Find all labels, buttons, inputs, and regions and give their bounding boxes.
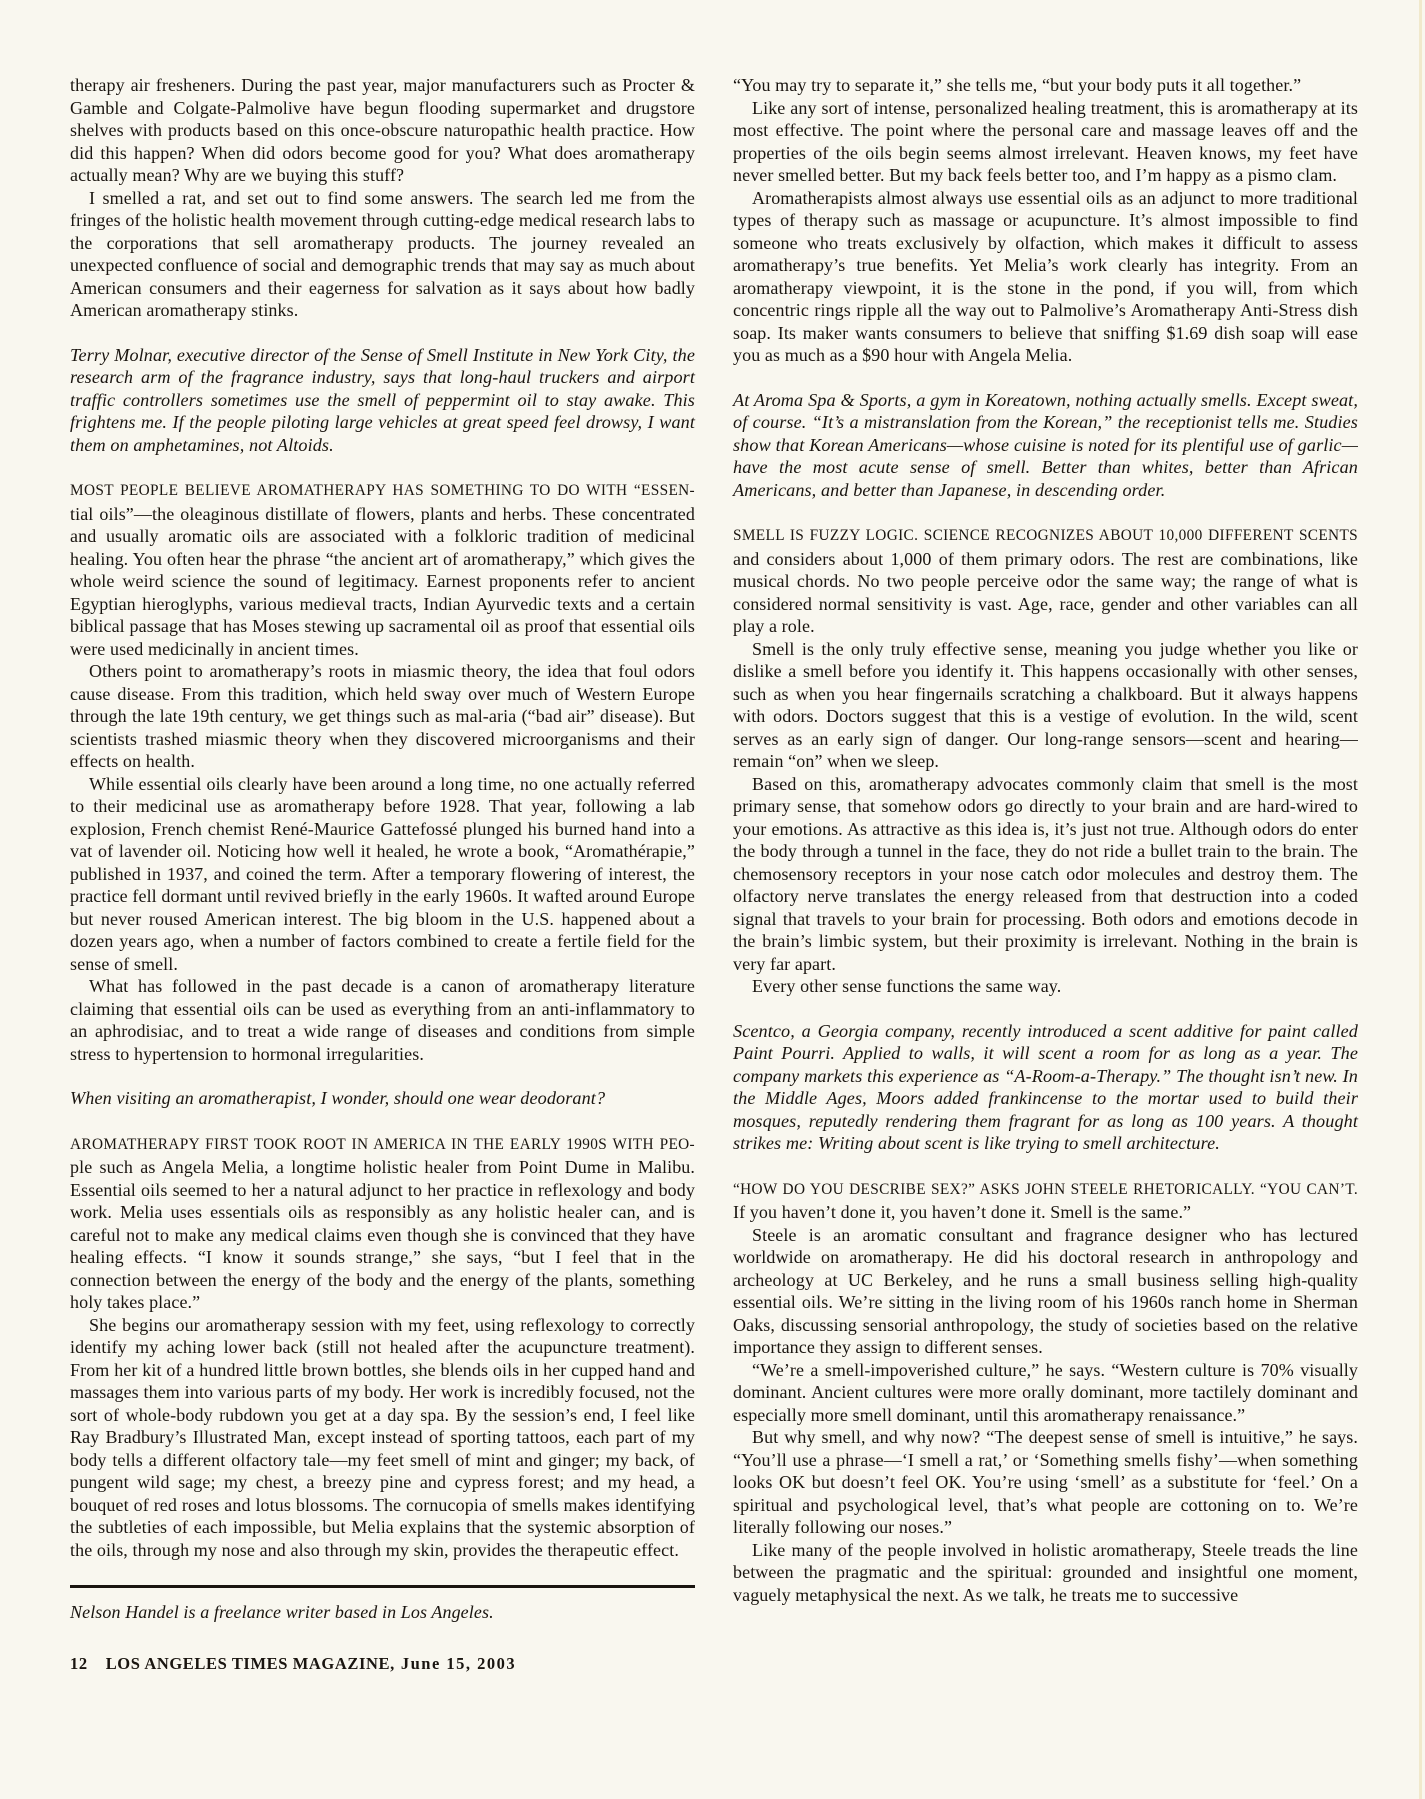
body-paragraph: Others point to aromatherapy’s roots in miasmic theory, the idea that foul odors cause disease. From this tradition, which held sway over much of Western Europe through the late 19th century, we get things such as mal-aria (“bad air” disease). But scientists trashed miasmic theory when they discovered microorganisms and their effects on health.	[70, 661, 695, 771]
body-paragraph: While essential oils clearly have been around a long time, no one actually referred to their medicinal use as aromatherapy before 1928. That year, following a lab explosion, French chemist René-Maurice Gattefossé plunged his burned hand into a vat of lavender oil. Noticing how well it healed, he wrote a book, “Aromathérapie,” published in 1937, and coined the term. After a temporary flowering of interest, the practice fell dormant until revived briefly in the early 1960s. It wafted around Europe but never roused American interest. The big bloom in the U.S. happened about a dozen years ago, when a number of factors combined to create a fertile field for the sense of smell.	[70, 773, 695, 974]
section-opener-text: If you haven’t done it, you haven’t done it. Smell is the same.”	[733, 1202, 1192, 1222]
byline-divider	[70, 1585, 695, 1588]
section-opener-text: ple such as Angela Melia, a longtime holistic healer from Point Dume in Malibu. Essential oils seemed to her a natural adjunct to her practice in reflexology and body work. Melia uses essentials oils as responsibly as any holistic healer can, and is careful not to make any medical claims even though she is convinced that they have healing effects. “I know it sounds strange,” she says, “but I feel that in the connection between the energy of the body and the energy of the plants, something holy takes place.”	[70, 1157, 695, 1312]
article-columns	[70, 74, 1359, 1674]
body-paragraph: I smelled a rat, and set out to find some answers. The search led me from the fringes of the holistic health movement through cutting-edge medical research labs to the corporations that sell aromatherapy products. The journey revealed an unexpected confluence of social and demographic trends that may say as much about American consumers and their eagerness for salvation as it says about how badly American aromatherapy stinks.	[70, 187, 695, 320]
section-lead-caps: AROMATHERAPY FIRST TOOK ROOT IN AMERICA IN THE EARLY 1990S WITH PEO-	[70, 1135, 695, 1153]
section-lead-caps: “HOW DO YOU DESCRIBE SEX?” ASKS JOHN STEELE RHETORICALLY. “YOU CAN’T.	[733, 1180, 1358, 1198]
body-paragraph: Smell is the only truly effective sense, meaning you judge whether you like or dislike a smell before you identify it. This happens occasionally with other senses, such as when you hear fingernails scratching a chalkboard. But it always happens with odors. Doctors suggest that this is a vestige of evolution. In the wild, scent serves as an early sign of danger. Our long-range sensors—scent and hearing—remain “on” when we sleep.	[733, 638, 1358, 771]
commentary-italic: At Aroma Spa & Sports, a gym in Koreatown, nothing actually smells. Except sweat, of course. “It’s a mistranslation from the Korean,” the receptionist tells me. Studies show that Korean Americans—whose cuisine is noted for its plentiful use of garlic—have the most acute sense of smell. Better than whites, better than African Americans, and better than Japanese, in descending order.	[733, 389, 1358, 500]
page-number: 12	[70, 1653, 88, 1673]
section-opener-text: and considers about 1,000 of them primary odors. The rest are combinations, like musical chords. No two people perceive odor the same way; the range of what is considered normal sensitivity is vast. Age, race, gender and other variables can all play a role.	[733, 548, 1358, 636]
body-paragraph: Like many of the people involved in holistic aromatherapy, Steele treads the line between the pragmatic and the spiritual: grounded and insightful one moment, vaguely metaphysical the next. As we talk, he treats me to successive	[733, 1539, 1358, 1605]
section-opener	[70, 478, 695, 660]
continuation-paragraph: therapy air fresheners. During the past year, major manufacturers such as Procter & Gamble and Colgate-Palmolive have begun flooding supermarket and drugstore shelves with products based on this once-obscure naturopathic health practice. How did this happen? When did odors become good for you? What does aromatherapy actually mean? Why are we buying this stuff?	[70, 75, 695, 185]
body-paragraph: “You may try to separate it,” she tells me, “but your body puts it all together.”	[733, 75, 1302, 95]
section-opener	[70, 1132, 695, 1314]
body-paragraph: Aromatherapists almost always use essential oils as an adjunct to more traditional types of therapy such as massage or acupuncture. It’s almost impossible to find someone who treats exclusively by olfaction, which makes it difficult to assess aromatherapy’s true benefits. Yet Melia’s work clearly has integrity. From an aromatherapy viewpoint, it is the stone in the pond, if you will, from which concentric rings ripple all the way out to Palmolive’s Aromatherapy Anti-Stress dish soap. Its maker wants consumers to believe that sniffing $1.69 dish soap will ease you as much as a $90 hour with Angela Melia.	[733, 187, 1358, 365]
body-paragraph: She begins our aromatherapy session with my feet, using reflexology to correctly identify my aching lower back (still not healed after the acupuncture treatment). From her kit of a hundred little brown bottles, she blends oils in her cupped hand and massages them into various parts of my body. Her work is incredibly focused, not the sort of whole-body rubdown you get at a day spa. By the session’s end, I feel like Ray Bradbury’s Illustrated Man, except instead of sporting tattoos, each part of my body tells a different olfactory tale—my feet smell of mint and ginger; my back, of pungent wild sage; my chest, a breezy pine and cypress forest; and my head, a bouquet of red roses and lotus blossoms. The cornucopia of smells makes identifying the subtleties of each impossible, but Melia explains that the systemic absorption of the oils, through my nose and also through my skin, provides the therapeutic effect.	[70, 1314, 695, 1560]
commentary-italic: Terry Molnar, executive director of the Sense of Smell Institute in New York City, the research arm of the fragrance industry, says that long-haul truckers and airport traffic controllers sometimes use the smell of peppermint oil to stay awake. This frightens me. If the people piloting large vehicles at great speed feel drowsy, I want them on amphetamines, not Altoids.	[70, 344, 695, 455]
section-lead-caps: MOST PEOPLE BELIEVE AROMATHERAPY HAS SOMETHING TO DO WITH “ESSEN-	[70, 482, 695, 499]
page-footer	[70, 1654, 695, 1674]
left-column	[70, 74, 695, 1674]
body-paragraph: Like any sort of intense, personalized healing treatment, this is aromatherapy at its most effective. The point where the personal care and massage leaves off and the properties of the oils begin seems almost irrelevant. Heaven knows, my feet have never smelled better. But my back feels better too, and I’m happy as a pismo clam.	[733, 97, 1358, 185]
body-paragraph: Every other sense functions the same way.	[752, 976, 1062, 996]
commentary-italic: Scentco, a Georgia company, recently introduced a scent additive for paint called Paint Pourri. Applied to walls, it will scent a room for as long as a year. The company markets this experience as “A-Room-a-Therapy.” The thought isn’t new. In the Middle Ages, Moors added frankincense to the mortar used to build their mosques, reputedly rendering them fragrant for as long as 100 years. A thought strikes me: Writing about scent is like trying to smell architecture.	[733, 1020, 1358, 1153]
magazine-title: LOS ANGELES TIMES MAGAZINE,	[105, 1653, 395, 1673]
section-lead-caps: SMELL IS FUZZY LOGIC. SCIENCE RECOGNIZES ABOUT 10,000 DIFFERENT SCENTS	[733, 527, 1358, 544]
scan-edge-artifact	[1419, 0, 1422, 1799]
body-paragraph: Based on this, aromatherapy advocates commonly claim that smell is the most primary sense, that somehow odors go directly to your brain and are hard-wired to your emotions. As attractive as this idea is, it’s just not true. Although odors do enter the body through a tunnel in the face, they do not ride a bullet train to the brain. The chemosensory receptors in your nose catch odor molecules and destroy them. The olfactory nerve translates the energy released from that destruction into a coded signal that travels to your brain for processing. Both odors and emotions decode in the brain’s limbic system, but their proximity is irrelevant. Nothing in the brain is very far apart.	[733, 773, 1358, 974]
issue-date: June 15, 2003	[400, 1653, 517, 1673]
section-opener	[733, 1177, 1358, 1224]
commentary-italic: When visiting an aromatherapist, I wonder, should one wear deodorant?	[70, 1088, 606, 1108]
right-column	[733, 74, 1358, 1674]
body-paragraph: Steele is an aromatic consultant and fragrance designer who has lectured worldwide on aromatherapy. He did his doctoral research in anthropology and archeology at UC Berkeley, and he runs a small business selling high-quality essential oils. We’re sitting in the living room of his 1960s ranch home in Sherman Oaks, discussing sensorial anthropology, the study of societies based on the relative importance they assign to different senses.	[733, 1224, 1358, 1357]
body-paragraph: “We’re a smell-impoverished culture,” he says. “Western culture is 70% visually dominant. Ancient cultures were more orally dominant, more tactilely dominant and especially more smell dominant, until this aromatherapy renaissance.”	[733, 1359, 1358, 1425]
section-opener-text: tial oils”—the oleaginous distillate of flowers, plants and herbs. These concentrated and usually aromatic oils are associated with a folkloric tradition of medicinal healing. You often hear the phrase “the ancient art of aromatherapy,” which gives the whole weird science the sound of legitimacy. Earnest proponents refer to ancient Egyptian hieroglyphs, various medieval tracts, Indian Ayurvedic texts and a certain biblical passage that has Moses stewing up sacramental oil as proof that essential oils were used medicinally in ancient times.	[70, 503, 695, 659]
body-paragraph: What has followed in the past decade is a canon of aromatherapy literature claiming that essential oils can be used as everything from an anti-inflammatory to an aphrodisiac, and to treat a wide range of diseases and conditions from simple stress to hypertension to hormonal irregularities.	[70, 976, 695, 1064]
body-paragraph: But why smell, and why now? “The deepest sense of smell is intuitive,” he says. “You’ll use a phrase—‘I smell a rat,’ or ‘Something smells fishy’—when something looks OK but doesn’t feel OK. You’re using ‘smell’ as a substitute for ‘feel.’ On a spiritual and psychological level, that’s what people are cottoning on to. We’re literally following our noses.”	[733, 1427, 1358, 1537]
section-opener	[733, 523, 1358, 638]
byline: Nelson Handel is a freelance writer based in Los Angeles.	[70, 1602, 494, 1622]
